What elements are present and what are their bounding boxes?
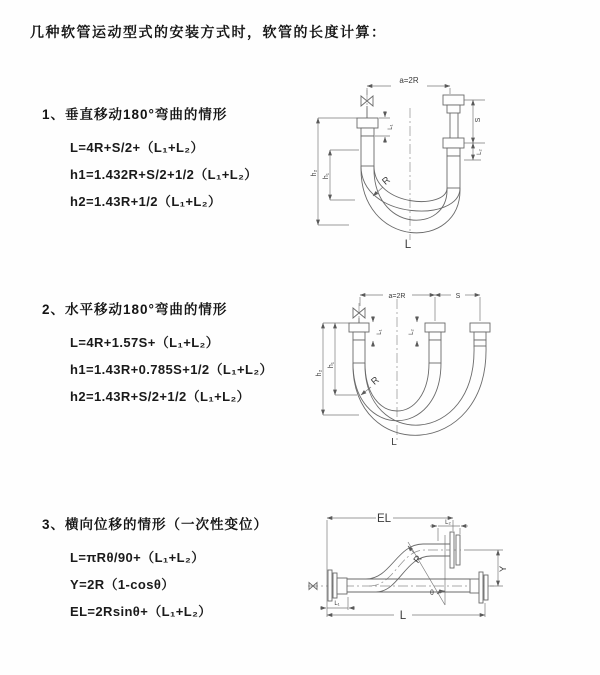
page-title: 几种软管运动型式的安装方式时，软管的长度计算： bbox=[30, 24, 387, 40]
diagram-lateral-displacement bbox=[296, 505, 514, 625]
label-length-l: L bbox=[404, 239, 412, 251]
braid-section bbox=[429, 340, 441, 363]
flange-fitting-middle bbox=[425, 323, 445, 363]
section-lateral-displacement bbox=[42, 511, 268, 625]
label-length-l: L bbox=[399, 610, 407, 622]
label-fitting-l1: L₁ bbox=[388, 124, 394, 130]
section-horizontal-movement bbox=[42, 296, 273, 410]
label-height-h1: h₁ bbox=[323, 172, 330, 180]
label-stroke-s: S bbox=[455, 293, 461, 300]
label-fitting-l1: L₁ bbox=[334, 601, 340, 607]
label-fitting-l2: L₂ bbox=[477, 149, 483, 155]
label-width-a2r: a=2R bbox=[388, 293, 406, 300]
dimension-lines bbox=[323, 295, 480, 415]
label-radius-r: R bbox=[380, 174, 393, 188]
braid-section bbox=[361, 136, 374, 166]
formula-h2: h2=1.43R+1/2（L₁+L₂） bbox=[70, 194, 222, 209]
flange-fitting-left bbox=[349, 323, 369, 363]
formula-length: L=πRθ/90+（L₁+L₂） bbox=[70, 550, 205, 565]
diagram-horizontal-bend bbox=[309, 283, 508, 451]
label-length-l: L bbox=[391, 437, 397, 448]
formula-h1: h1=1.432R+S/2+1/2（L₁+L₂） bbox=[70, 167, 258, 182]
formula-length: L=4R+S/2+（L₁+L₂） bbox=[70, 140, 204, 155]
braid-section bbox=[447, 156, 460, 188]
flange-fitting-right bbox=[443, 95, 464, 188]
formula-h1: h1=1.43R+0.785S+1/2（L₁+L₂） bbox=[70, 362, 273, 377]
section-2-heading: 2、水平移动180°弯曲的情形 bbox=[42, 302, 228, 317]
hose-arcs bbox=[361, 166, 460, 233]
hose-arcs bbox=[353, 346, 486, 435]
flange-fitting-right bbox=[470, 323, 490, 346]
label-offset-y: Y bbox=[498, 565, 509, 573]
diagram-labels bbox=[316, 293, 461, 448]
label-height-h1: h₁ bbox=[328, 361, 335, 369]
flange-fitting-left bbox=[328, 570, 347, 601]
label-radius-r: R bbox=[369, 374, 382, 388]
label-fitting-l1: L₁ bbox=[377, 329, 383, 335]
formula-h2: h2=1.43R+S/2+1/2（L₁+L₂） bbox=[70, 389, 251, 404]
diagram-vertical-bend bbox=[309, 70, 505, 256]
label-fitting-l2: L₂ bbox=[409, 329, 415, 335]
label-radius-r: R bbox=[411, 553, 425, 566]
label-height-h2: h₂ bbox=[316, 369, 323, 377]
formula-y: Y=2R（1-cosθ） bbox=[70, 577, 175, 592]
label-stroke-s: S bbox=[475, 117, 482, 123]
label-fitting-l2: L₂ bbox=[445, 520, 451, 526]
diagram-labels bbox=[334, 513, 509, 622]
flange-fitting-left bbox=[357, 118, 378, 166]
section-3-heading: 3、横向位移的情形（一次性变位） bbox=[42, 517, 269, 532]
flange-fitting-right bbox=[470, 572, 488, 603]
dimension-lines bbox=[320, 518, 503, 617]
formula-length: L=4R+1.57S+（L₁+L₂） bbox=[70, 335, 220, 350]
label-height-h2: h₂ bbox=[311, 169, 318, 177]
label-width-a2r: a=2R bbox=[399, 76, 419, 85]
label-el: EL bbox=[376, 513, 392, 525]
label-angle-theta: θ bbox=[430, 590, 434, 597]
braid-section bbox=[353, 340, 365, 363]
section-vertical-movement bbox=[42, 101, 258, 215]
formula-el: EL=2Rsinθ+（L₁+L₂） bbox=[70, 604, 212, 619]
section-1-heading: 1、垂直移动180°弯曲的情形 bbox=[42, 107, 228, 122]
